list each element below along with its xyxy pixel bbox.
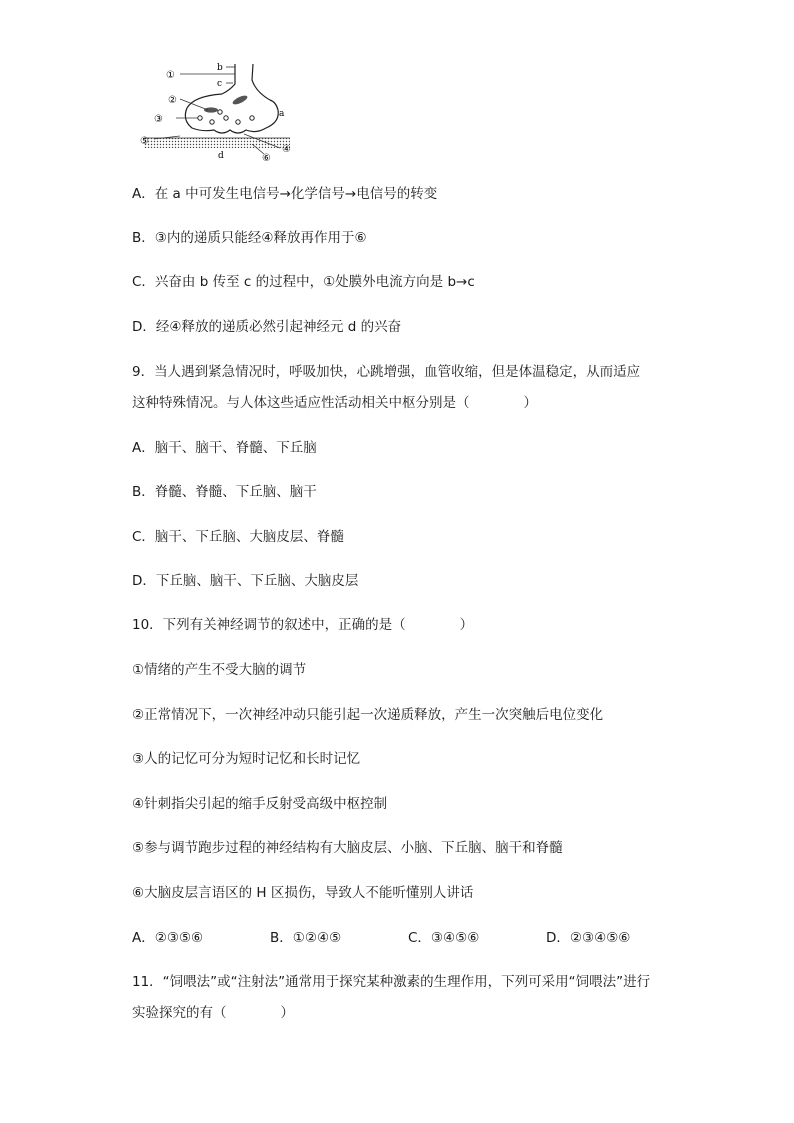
vesicle [250, 116, 254, 120]
vesicle [224, 116, 228, 120]
label-circled-2: ② [168, 95, 177, 106]
q9-stem-line-2: 这种特殊情况。与人体这些适应性活动相关中枢分别是（ ） [132, 395, 537, 411]
q10-statement-2: ②正常情况下，一次神经冲动只能引起一次递质释放，产生一次突触后电位变化 [132, 707, 604, 723]
q10-statement-6: ⑥大脑皮层言语区的 H 区损伤，导致人不能听懂别人讲话 [132, 885, 474, 901]
label-b: b [217, 63, 223, 73]
q9-option-b: B．脊髓、脊髓、下丘脑、脑干 [132, 484, 317, 500]
q10-statement-5: ⑤参与调节跑步过程的神经结构有大脑皮层、小脑、下丘脑、脑干和脊髓 [132, 840, 563, 856]
synapse-diagram [132, 56, 302, 164]
q11-stem-line-2: 实验探究的有（ ） [132, 1005, 294, 1021]
vesicle [210, 120, 214, 124]
label-circled-1: ① [166, 70, 175, 81]
axon-right-edge [252, 64, 270, 100]
mitochondrion [231, 94, 248, 106]
q8-option-a: A．在 a 中可发生电信号→化学信号→电信号的转变 [132, 186, 438, 202]
label-circled-3: ③ [154, 114, 163, 125]
label-c: c [217, 79, 223, 89]
label-circled-4: ④ [282, 144, 291, 155]
q9-option-c: C．脑干、下丘脑、大脑皮层、脊髓 [132, 529, 344, 545]
q10-statement-4: ④针刺指尖引起的缩手反射受高级中枢控制 [132, 796, 388, 812]
q10-option-d: D．②③④⑤⑥ [546, 930, 631, 946]
q8-option-b: B．③内的递质只能经④释放再作用于⑥ [132, 230, 367, 246]
q9-option-d: D．下丘脑、脑干、下丘脑、大脑皮层 [132, 573, 359, 589]
q10-option-b: B．①②④⑤ [270, 930, 342, 946]
q8-option-d: D．经④释放的递质必然引起神经元 d 的兴奋 [132, 319, 402, 335]
vesicle [236, 120, 240, 124]
q10-option-c: C．③④⑤⑥ [408, 930, 480, 946]
q10-options [132, 928, 630, 948]
label-circled-6: ⑥ [262, 153, 271, 164]
label-d: d [218, 151, 224, 161]
synaptic-knob [185, 94, 278, 133]
q10-stem: 10．下列有关神经调节的叙述中，正确的是（ ） [132, 617, 474, 633]
q10-statement-1: ①情绪的产生不受大脑的调节 [132, 662, 307, 678]
q10-statement-3: ③人的记忆可分为短时记忆和长时记忆 [132, 751, 361, 767]
vesicle [198, 116, 202, 120]
q8-option-c: C．兴奋由 b 传至 c 的过程中，①处膜外电流方向是 b→c [132, 274, 475, 290]
axon-left-edge [222, 64, 235, 94]
vesicle [218, 110, 222, 114]
label-circled-5: ⑤ [140, 136, 149, 147]
q10-option-a: A．②③⑤⑥ [132, 930, 204, 946]
mitochondrion [204, 107, 218, 112]
label-a: a [279, 109, 285, 119]
q9-option-a: A．脑干、脑干、脊髓、下丘脑 [132, 440, 317, 456]
q9-stem-line-1: 9．当人遇到紧急情况时，呼吸加快，心跳增强，血管收缩，但是体温稳定，从而适应 [132, 364, 641, 380]
q11-stem-line-1: 11．“饲喂法”或“注射法”通常用于探究某种激素的生理作用，下列可采用“饲喂法”进行 [132, 974, 651, 990]
